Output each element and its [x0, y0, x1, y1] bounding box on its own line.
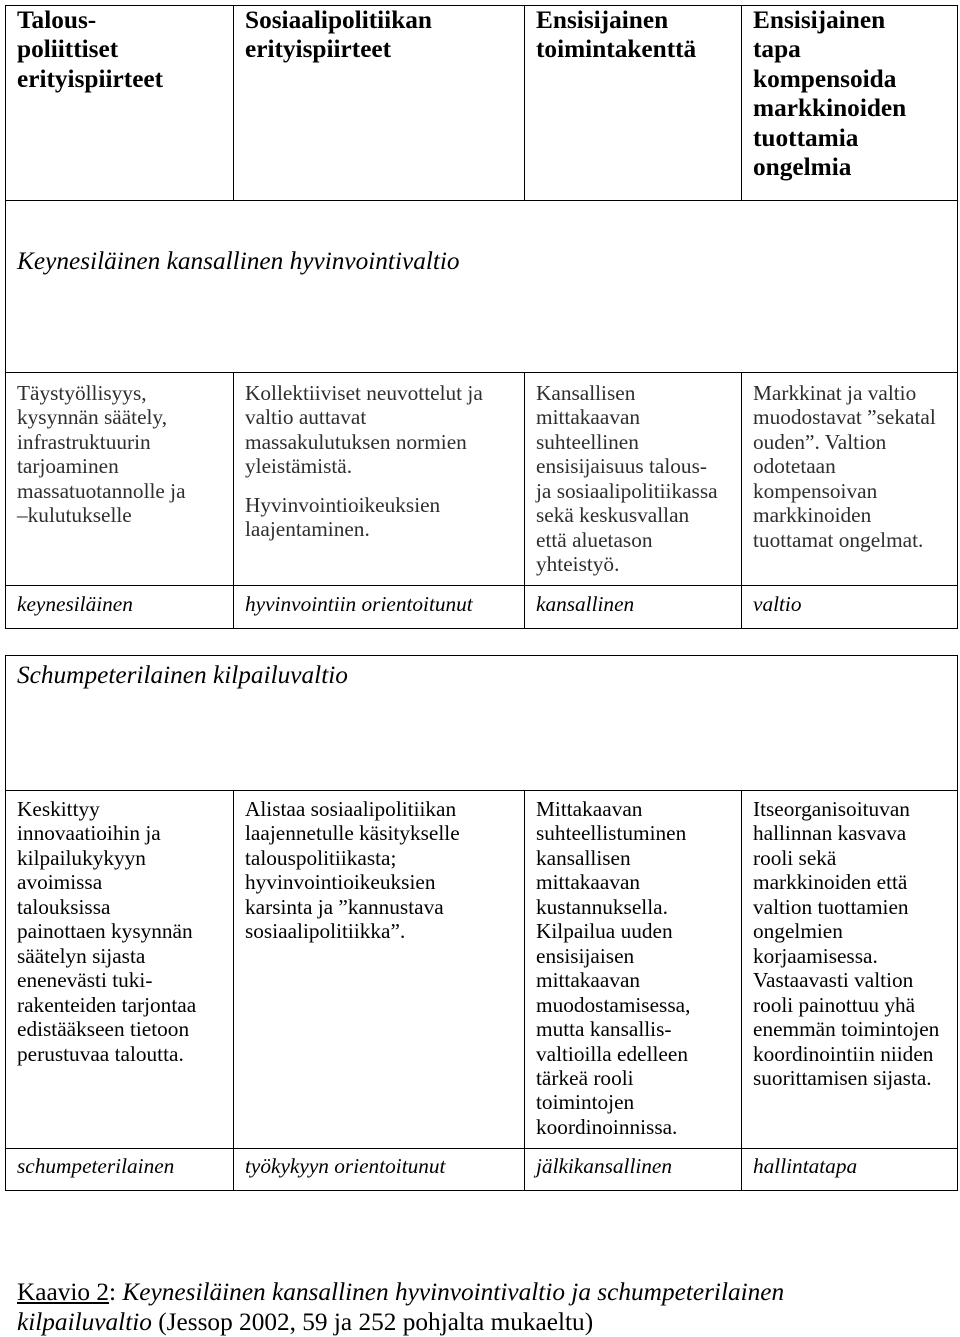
- schumpeterian-compensation-text: Itseorganisoituvan hallinnan kasvava rooli sekä markkinoiden että valtion tuottamien ongelmien korjaamisessa. Vastaavasti valtion rooli painottuu yhä enemmän toimintojen koordinointiin niiden suorittamisen sijasta.: [753, 797, 940, 1090]
- schumpeterian-social-text: Alistaa sosiaalipolitiikan laajennetulle käsitykselle talouspolitiikasta; hyvinvointioikeuksien karsinta ja ”kannustava sosiaalipolitiikka”.: [245, 797, 460, 944]
- keynesian-economic-text: Täystyöllisyys, kysynnän säätely, infrastruktuurin tarjoaminen massatuotannolle ja –kulutukselle: [17, 381, 186, 528]
- keynesian-summary-field-text: kansallinen: [536, 592, 635, 616]
- schumpeterian-economic-text: Keskittyy innovaatioihin ja kilpailukykyyn avoimissa talouksissa painottaen kysynnän säätelyn sijasta enenevästi tuki- rakenteiden tarjontaa edistääkseen tietoon perustuvaa taloutta.: [17, 797, 197, 1066]
- keynesian-field-cell: [524, 372, 742, 586]
- header-social-policy-features: [233, 5, 525, 201]
- header-social-policy-features-text: Sosiaalipolitiikan erityispiirteet: [245, 6, 432, 64]
- caption-source: (Jessop 2002, 59 ja 252 pohjalta mukaeltu): [158, 1308, 594, 1336]
- keynesian-economic-cell: [5, 372, 234, 586]
- schumpeterian-summary-economic-text: schumpeterilainen: [17, 1154, 175, 1178]
- keynesian-summary-field: [524, 585, 742, 629]
- schumpeterian-economic-cell: [5, 790, 234, 1149]
- keynesian-summary-social: [233, 585, 525, 629]
- schumpeterian-title: Schumpeterilainen kilpailuvaltio: [17, 661, 348, 689]
- caption-title: Keynesiläinen kansallinen hyvinvointivaltio ja schumpeterilainen kilpailuvaltio: [17, 1278, 785, 1336]
- schumpeterian-compensation-cell: [741, 790, 958, 1149]
- schumpeterian-field-text: Mittakaavan suhteellistuminen kansallisen mittakaavan kustannuksella. Kilpailua uuden ensisijaisen mittakaavan muodostamisessa, mutta kansallis- valtioilla edelleen tärkeä rooli toimintojen koordinoinnissa.: [536, 797, 691, 1139]
- keynesian-summary-compensation-text: valtio: [753, 592, 802, 616]
- header-economic-features-text: Talous- poliittiset erityispiirteet: [17, 6, 164, 93]
- schumpeterian-summary-field: [524, 1148, 742, 1191]
- keynesian-summary-economic-text: keynesiläinen: [17, 592, 133, 616]
- keynesian-summary-social-text: hyvinvointiin orientoitunut: [245, 592, 473, 616]
- caption-label: Kaavio 2: [17, 1278, 110, 1306]
- keynesian-compensation-cell: [741, 372, 958, 586]
- keynesian-social-text-2: Hyvinvointioikeuksien laajentaminen.: [245, 492, 441, 542]
- schumpeterian-summary-field-text: jälkikansallinen: [536, 1154, 673, 1178]
- schumpeterian-summary-social-text: työkykyyn orientoitunut: [245, 1154, 446, 1178]
- keynesian-field-text: Kansallisen mittakaavan suhteellinen ensisijaisuus talous- ja sosiaalipolitiikassa sekä keskusvallan että aluetason yhteistyö.: [536, 381, 718, 577]
- keynesian-summary-economic: [5, 585, 234, 629]
- schumpeterian-summary-economic: [5, 1148, 234, 1191]
- caption-separator: :: [109, 1278, 117, 1306]
- keynesian-compensation-text: Markkinat ja valtio muodostavat ”sekatal ouden”. Valtion odotetaan kompensoivan markkinoiden tuottamat ongelmat.: [753, 381, 936, 552]
- header-primary-field: [524, 5, 742, 201]
- header-primary-field-text: Ensisijainen toimintakenttä: [536, 6, 697, 64]
- header-compensation-method: [741, 5, 958, 201]
- schumpeterian-field-cell: [524, 790, 742, 1149]
- schumpeterian-summary-social: [233, 1148, 525, 1191]
- keynesian-title: Keynesiläinen kansallinen hyvinvointivaltio: [17, 247, 460, 275]
- figure-caption: [17, 1277, 784, 1337]
- header-economic-features: [5, 5, 234, 201]
- schumpeterian-summary-compensation-text: hallintatapa: [753, 1154, 858, 1178]
- schumpeterian-title-row: [5, 655, 958, 791]
- keynesian-social-text: Kollektiiviset neuvottelut ja valtio auttavat massakulutuksen normien yleistämistä.: [245, 381, 483, 479]
- keynesian-social-cell: [233, 372, 525, 586]
- schumpeterian-summary-compensation: [741, 1148, 958, 1191]
- keynesian-summary-compensation: [741, 585, 958, 629]
- header-compensation-method-text: Ensisijainen tapa kompensoida markkinoiden tuottamia ongelmia: [753, 6, 907, 182]
- schumpeterian-social-cell: [233, 790, 525, 1149]
- keynesian-title-row: [5, 200, 958, 373]
